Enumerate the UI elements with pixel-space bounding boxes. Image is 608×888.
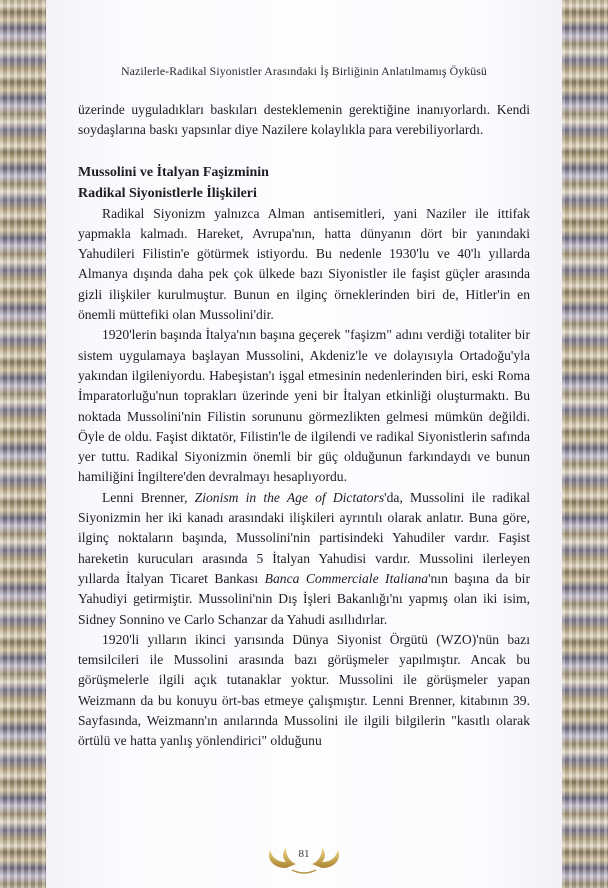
paragraph-radical-zionism: Radikal Siyonizm yalnızca Alman antisemitleri, yani Naziler ile ittifak yapmakla kalmadı. Hareket, Avrupa'nın, hatta dünyanın dört bir yanındaki Yahudileri Filistin'e götürmek istiyordu. Bu nedenle 1930'lu ve 40'lı yıllarda Almanya dışında daha pek çok ülkede bazı Siyonistler ile faşist güçler arasında gizli ilişkiler kurulmuştur. Bunun en ilginç örneklerinden biri de, Hitler'in en önemli müttefiki olan Mussolini'dir.: [78, 205, 530, 323]
text-segment: 'da, Mussolini ile radikal Siyonizmin her iki kanadı arasındaki ilişkileri ayrıntılı olarak anlatır. Buna göre, ilginç noktaların başında, Mussolini'nin partisindeki Yahudiler vardır. Faşist hareketin kurucuları arasında 5 İtalyan Yahudisi vardır. Mussolini ilerleyen yıllarda İtalyan Ticaret Bankası: [78, 489, 530, 586]
book-page: [46, 0, 562, 888]
ornament-icon: [256, 838, 352, 878]
paragraph-continued: üzerinde uyguladıkları baskıları desteklemenin gerektiğine inanıyorlardı. Kendi soydaşlarına baskı yapsınlar diye Nazilere kolaylıkla para verebiliyorlardı.: [78, 102, 530, 138]
bank-name: Banca Commerciale Italiana: [264, 570, 429, 586]
section-heading-line-2: Radikal Siyonistlerle İlişkileri: [78, 185, 257, 201]
book-title: Zionism in the Age of Dictators: [194, 489, 385, 505]
page-number: 81: [298, 848, 310, 860]
paragraph-lenni-brenner: [78, 488, 530, 630]
paragraph-wzo-meetings: 1920'li yılların ikinci yarısında Dünya Siyonist Örgütü (WZO)'nün bazı temsilcileri ile Mussolini arasında bazı görüşmeler yapılmıştır. Ancak bu görüşmelerle ilgili açık tutanaklar yoktur. Mussolini ile görüşmeler yapan Weizmann da bu konuyu ört-bas etmeye çalışmıştır. Lenni Brenner, kitabının 39. Sayfasında, Weizmann'ın anılarında Mussolini ile ilgili bilgilerin "kasıtlı olarak örtülü ve hatta yanlış yönlendirici" olduğunu: [78, 631, 530, 749]
running-header: Nazilerle-Radikal Siyonistler Arasındaki İş Birliğinin Anlatılmamış Öyküsü: [121, 64, 487, 78]
text-segment: Lenni Brenner,: [102, 489, 195, 505]
paragraph-1920s-italy: 1920'lerin başında İtalya'nın başına geçerek "faşizm" adını verdiği totaliter bir sistem uygulamaya başlayan Mussolini, Akdeniz'le ve dolayısıyla Ortadoğu'yla yakından ilgileniyordu. Habeşistan'ı işgal etmesinin nedenlerinden biri, eski Roma İmparatorluğu'nun toprakları üzerinde yeni bir İtalyan etkinliği oluşturmaktı. Bu noktada Mussolini'nin Filistin sorununu görmezlikten gelmesi mümkün değildi. Öyle de oldu. Faşist diktatör, Filistin'le de ilgilendi ve radikal Siyonistlerin safında yer tuttu. Radikal Siyonizmin önemli bir güç olduğunun farkındaydı ve bunun hamiliğini İngiltere'den devralmayı hesaplıyordu.: [78, 327, 530, 485]
text-segment: 'nın başına da bir Yahudiyi getirmiştir. Mussolini'nin Dış İşleri Bakanlığı'nı yapmış olan iki isim, Sidney Sonnino ve Carlo Schanzar da Yahudi asıllıdırlar.: [78, 570, 530, 627]
section-heading-line-1: Mussolini ve İtalyan Faşizminin: [78, 164, 269, 180]
section-spacer: [78, 141, 530, 162]
page-body: [78, 100, 530, 752]
left-decorative-border: [0, 0, 46, 888]
page-footer: [46, 838, 562, 878]
right-decorative-border: [562, 0, 608, 888]
